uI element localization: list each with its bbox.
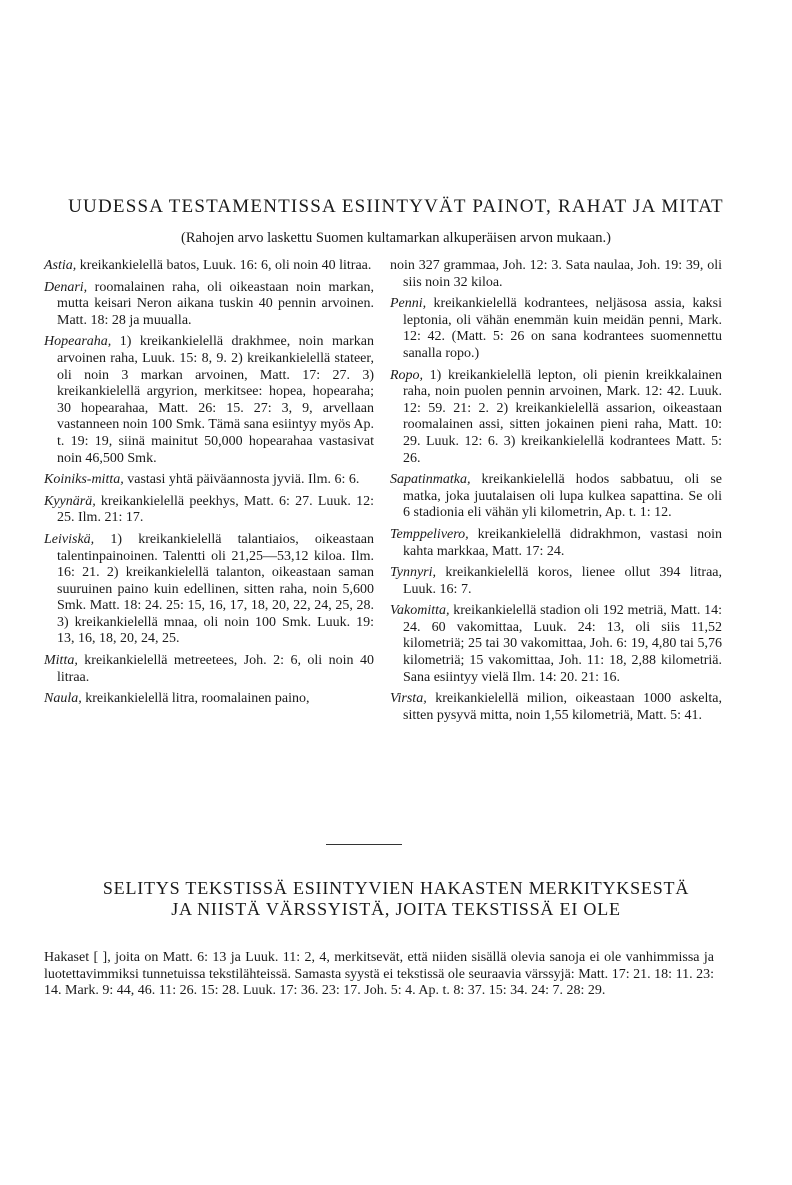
entry-definition: kreikankielellä metreetees, Joh. 2: 6, oli noin 40 litraa.: [57, 653, 374, 685]
page-subtitle: (Rahojen arvo laskettu Suomen kultamarkan alkuperäisen arvon mukaan.): [180, 230, 612, 246]
entry-definition: kreikankielellä peekhys, Matt. 6: 27. Luuk. 12: 25. Ilm. 21: 17.: [57, 493, 374, 526]
entry-term: Denari,: [44, 279, 88, 295]
entry-term: Kyynärä,: [44, 493, 96, 509]
entry-term: Tynnyri,: [390, 565, 437, 581]
entry-definition: vastasi yhtä päiväannosta jyviä. Ilm. 6: 6.: [123, 472, 360, 488]
entry-term: Astia,: [44, 258, 77, 273]
glossary-entry: [44, 494, 374, 527]
entry-term: Virsta,: [390, 691, 427, 707]
glossary-entry: [44, 532, 374, 648]
glossary-entry: [390, 296, 722, 362]
glossary-entry: [44, 472, 374, 489]
entry-definition: kreikankielellä milion, oikeastaan 1000 askelta, sitten pysyvä mitta, noin 1,55 kilometriä, Matt. 5: 41.: [403, 691, 722, 723]
entry-term: Mitta,: [44, 653, 78, 669]
glossary-entry: [390, 258, 722, 291]
glossary-entry: [390, 565, 722, 598]
glossary-entry: [390, 603, 722, 686]
section-title: [40, 878, 752, 920]
glossary-entry: [44, 280, 374, 330]
glossary-entry: [390, 527, 722, 560]
glossary-entry: [44, 334, 374, 467]
entry-definition: 1) kreikankielellä drakhmee, noin markan arvoinen raha, Luuk. 15: 8, 9. 2) kreikankielellä stateer, oli noin 3 markan arvoinen, Matt. 17: 27. 3) kreikankielellä argyrion, merkitsee: hopea, hopearaha; 30 hopearahaa, Matt. 26: 15. 27: 3, 9, arvellaan vastanneen noin 100 Smk. Tämä sana esiintyy myös Ap. t. 19: 19, siinä mainitut 50,000 hopearahaa vastasivat noin 46,500 Smk.: [57, 334, 374, 466]
entry-term: Naula,: [44, 691, 82, 707]
entry-term: Vakomitta,: [390, 603, 450, 619]
glossary-entry: [44, 258, 374, 275]
entry-definition: kreikankielellä didrakhmon, vastasi noin kahta markkaa, Matt. 17: 24.: [403, 526, 722, 559]
entry-term: Ropo,: [390, 367, 424, 383]
entry-definition: kreikankielellä batos, Luuk. 16: 6, oli noin 40 litraa.: [76, 258, 372, 273]
entry-definition: kreikankielellä hodos sabbatuu, oli se matka, joka juutalaisen oli lupa kulkea sapattina. Se oli 6 stadionia eli vähän yli kilometrin, Ap. t. 1: 12.: [403, 472, 722, 521]
page-title: UUDESSA TESTAMENTISSA ESIINTYVÄT PAINOT, RAHAT JA MITAT: [68, 196, 724, 217]
glossary-entry: [390, 691, 722, 724]
entry-definition: kreikankielellä kodrantees, neljäsosa assia, kaksi leptonia, oli vähän enemmän kuin meidän penni, Mark. 12: 42. (Matt. 5: 26 on sana kodrantees suomennettu sanalla ropo.): [403, 296, 722, 361]
left-column: [44, 258, 374, 713]
section-divider: [326, 844, 402, 845]
glossary-entry: [390, 368, 722, 468]
glossary-entry: [390, 472, 722, 522]
glossary-entry: [44, 691, 374, 708]
entry-definition: 1) kreikankielellä talantiaios, oikeastaan talentinpainoinen. Talentti oli 21,25—53,12 kiloa. Ilm. 16: 21. 2) kreikankielellä talanton, oikeastaan saman suuruinen paino kuin edellinen, sitten raha, noin 5,600 Smk. Matt. 18: 24. 25: 15, 16, 17, 18, 20, 22, 24, 25, 28. 3) kreikankielellä mnaa, oli noin 100 Smk. Luuk. 19: 13, 16, 18, 20, 24, 25.: [57, 531, 374, 647]
entry-definition: roomalainen raha, oli oikeastaan noin markan, mutta keisari Neron aikana tuskin 40 pennin arvoinen. Matt. 18: 28 ja muualla.: [57, 279, 374, 328]
section-title-line-2: JA NIISTÄ VÄRSSYISTÄ, JOITA TEKSTISSÄ EI OLE: [171, 899, 621, 919]
entry-term: Temppelivero,: [390, 526, 469, 542]
section-title-line-1: SELITYS TEKSTISSÄ ESIINTYVIEN HAKASTEN MERKITYKSESTÄ: [102, 878, 690, 898]
glossary-entry: [44, 653, 374, 686]
entry-definition: kreikankielellä stadion oli 192 metriä, Matt. 14: 24. 60 vakomittaa, Luuk. 24: 13, oli siis 11,52 kilometriä; 25 tai 30 vakomittaa, Joh. 6: 19, 4,80 tai 5,76 kilometriä; 15 vakomittaa, Joh. 11: 18, 2,88 kilometriä. Sana esiintyy vielä Ilm. 14: 20. 21: 16.: [403, 603, 722, 685]
entry-term: Leiviskä,: [44, 531, 95, 547]
section-body: Hakaset [ ], joita on Matt. 6: 13 ja Luuk. 11: 2, 4, merkitsevät, että niiden sisällä olevia sanoja ei ole vanhimmissa ja luotettavimmiksi tunnetuissa tekstilähteissä. Samasta syystä ei tekstissä ole seuraavia värssyjä: Matt. 17: 21. 18: 11. 23: 14. Mark. 9: 44, 46. 11: 26. 15: 28. Luuk. 17: 36. 23: 17. Joh. 5: 4. Ap. t. 8: 37. 15: 34. 24: 7. 28: 29.: [44, 950, 714, 999]
right-column: [390, 258, 722, 729]
entry-term: Koiniks-mitta,: [44, 472, 124, 488]
entry-definition: noin 327 grammaa, Joh. 12: 3. Sata naulaa, Joh. 19: 39, oli siis noin 32 kiloa.: [390, 258, 722, 290]
entry-definition: kreikankielellä koros, lienee ollut 394 litraa, Luuk. 16: 7.: [403, 565, 722, 597]
entry-term: Hopearaha,: [44, 334, 112, 350]
entry-definition: kreikankielellä litra, roomalainen paino,: [81, 691, 310, 707]
entry-definition: 1) kreikankielellä lepton, oli pienin kreikkalainen raha, noin puolen pennin arvoinen, Mark. 12: 42. Luuk. 12: 59. 21: 2. 2) kreikankielellä assarion, oikeastaan roomalainen assi, sitten jokainen pieni raha, Matt. 10: 29. Luuk. 12: 6. 3) kreikankielellä kodrantees Matt. 5: 26.: [403, 367, 722, 466]
entry-term: Sapatinmatka,: [390, 472, 471, 488]
entry-term: Penni,: [390, 296, 427, 312]
